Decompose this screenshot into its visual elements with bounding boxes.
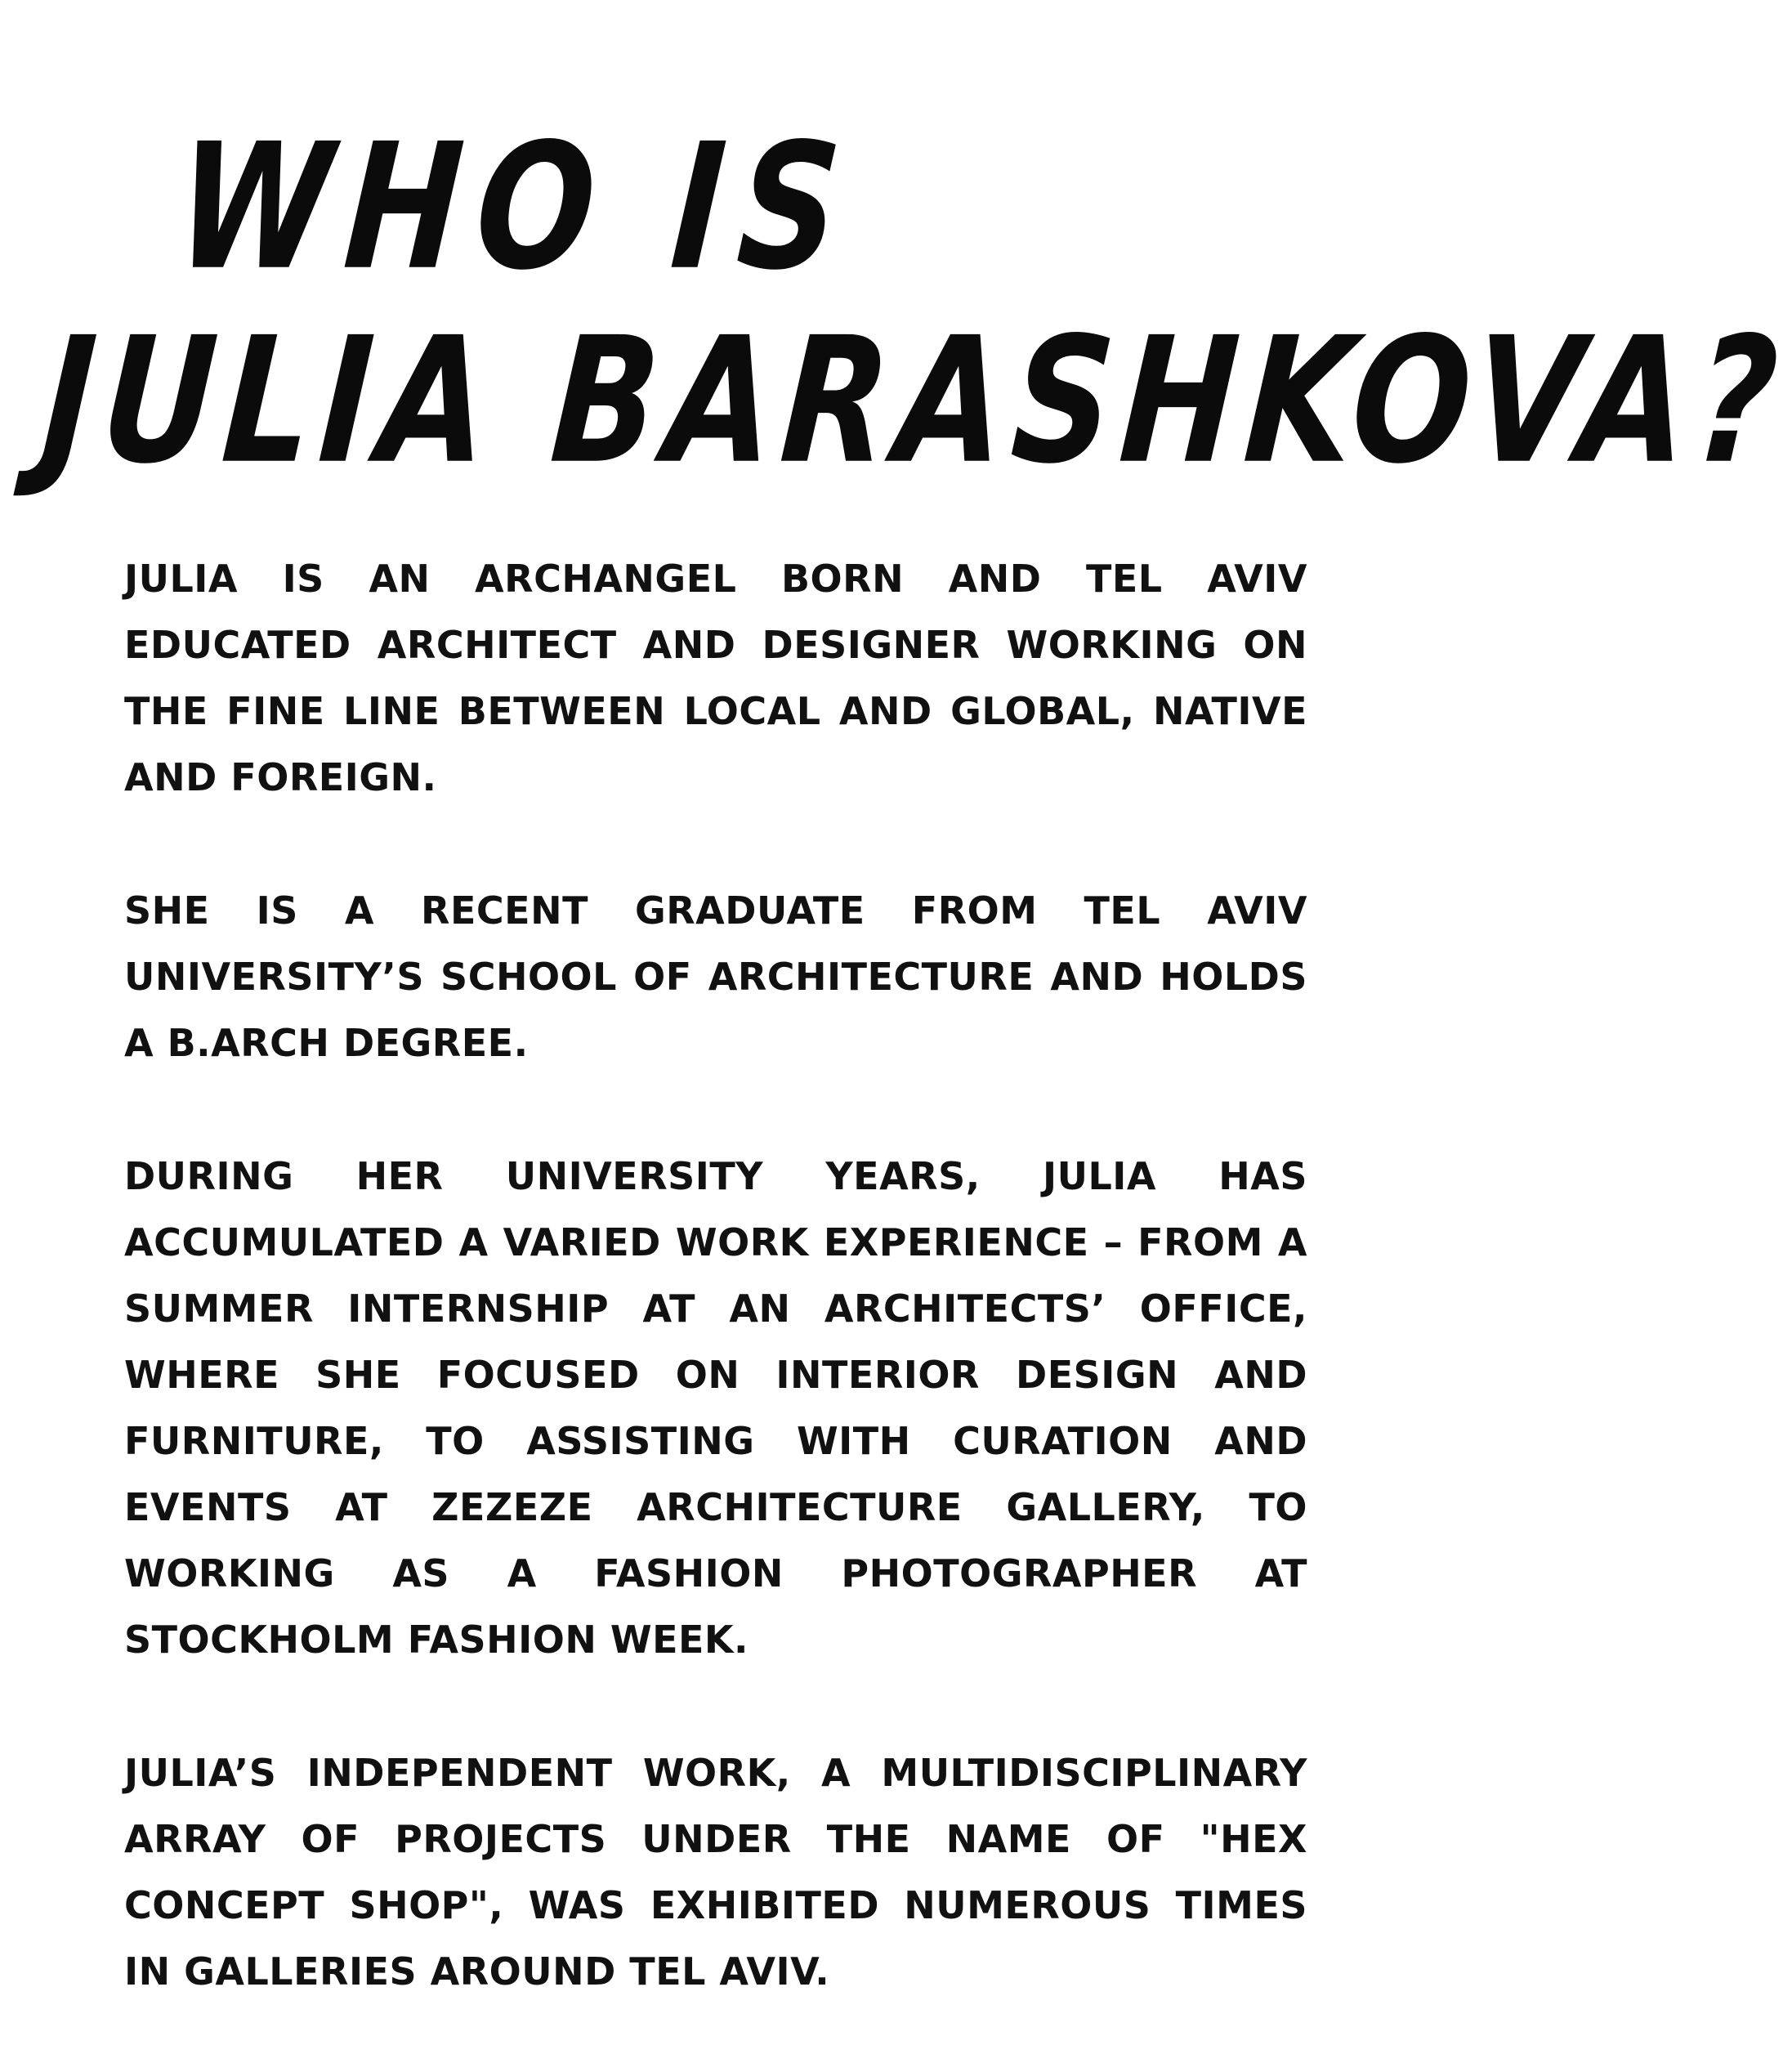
bio-paragraph-4: JULIA’S INDEPENDENT WORK, A MULTIDISCIPLINARY ARRAY OF PROJECTS UNDER THE NAME OF "HEX CONCEPT SHOP", WAS EXHIBITED NUMEROUS TIMES IN GALLERIES AROUND TEL AVIV. bbox=[124, 1751, 1307, 1994]
title-line-2: JULIA BARASHKOVA? bbox=[35, 300, 1792, 503]
bio-body bbox=[124, 546, 1307, 2072]
bio-paragraph-2: SHE IS A RECENT GRADUATE FROM TEL AVIV UNIVERSITY’S SCHOOL OF ARCHITECTURE AND HOLDS A B.ARCH DEGREE. bbox=[124, 888, 1307, 1065]
title-line-1: WHO IS bbox=[170, 106, 861, 309]
bio-paragraph-1: JULIA IS AN ARCHANGEL BORN AND TEL AVIV EDUCATED ARCHITECT AND DESIGNER WORKING ON THE FINE LINE BETWEEN LOCAL AND GLOBAL, NATIVE AND FOREIGN. bbox=[124, 557, 1307, 799]
bio-paragraph-3: DURING HER UNIVERSITY YEARS, JULIA HAS ACCUMULATED A VARIED WORK EXPERIENCE – FROM A SUMMER INTERNSHIP AT AN ARCHITECTS’ OFFICE, WHERE SHE FOCUSED ON INTERIOR DESIGN AND FURNITURE, TO ASSISTING WITH CURATION AND EVENTS AT ZEZEZE ARCHITECTURE GALLERY, TO WORKING AS A FASHION PHOTOGRAPHER AT STOCKHOLM FASHION WEEK. bbox=[124, 1154, 1307, 1662]
